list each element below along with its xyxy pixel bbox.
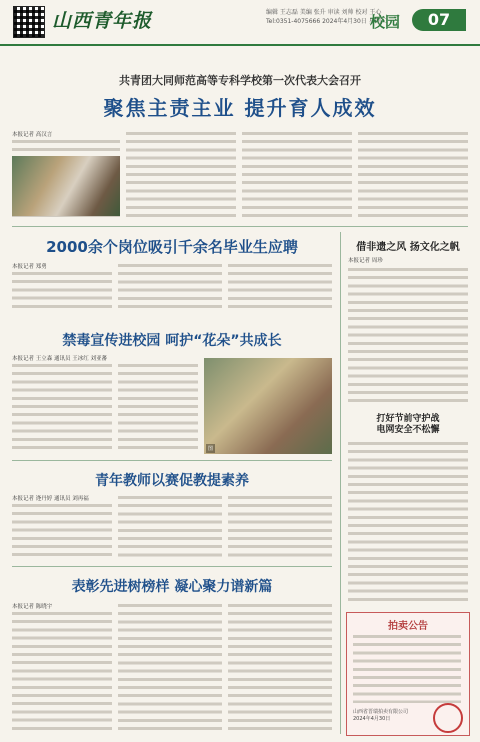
article4-text-col1 (12, 502, 112, 558)
sidebar2-text (348, 440, 468, 604)
article5-text-col3 (228, 602, 332, 734)
column-divider (340, 232, 341, 734)
newspaper-logo: 山西青年报 (52, 10, 153, 32)
lead-text-col2 (126, 130, 236, 222)
auction-notice (346, 612, 470, 736)
article3-photo (204, 358, 332, 454)
sidebar1-text (348, 266, 468, 406)
article4-byline: 本报记者 逄丹婷 通讯员 刘再福 (12, 496, 89, 502)
article3-text-col1 (12, 362, 112, 454)
article4-text-col2 (118, 494, 222, 558)
masthead (0, 0, 480, 46)
divider (12, 226, 468, 227)
section-title: 校园 (370, 13, 401, 31)
sidebar1-byline: 本报记者 周珍 (348, 258, 383, 264)
article5-byline: 本报记者 陈晓宇 (12, 604, 53, 610)
article5-text-col1 (12, 610, 112, 734)
notice-text (353, 633, 461, 703)
sidebar1-headline: 借非遗之风 扬文化之帆 (356, 242, 460, 253)
article2-text-col3 (228, 262, 332, 310)
article4-headline: 青年教师以赛促教提素养 (95, 473, 249, 489)
article5-headline: 表彰先进树榜样 凝心聚力谱新篇 (71, 579, 273, 595)
page-number: 07 (412, 9, 466, 31)
article5-text-col2 (118, 602, 222, 734)
sidebar2-headline: 打好节前守护战 电网安全不松懈 (376, 414, 440, 435)
article3-text-col2 (118, 362, 198, 454)
article3-headline: 禁毒宣传进校园 呵护“花朵”共成长 (62, 333, 282, 349)
editor-credits: 编辑 王志磊 美编 张升 审读 刘帅 校对 王心 (266, 9, 382, 16)
lead-kicker: 共青团大同师范高等专科学校第一次代表大会召开 (119, 74, 361, 87)
date-line: Tel:0351-4075666 2024年4月30日 星期二 (266, 18, 387, 25)
lead-text-col3 (242, 130, 352, 222)
edition-meta (266, 8, 387, 26)
lead-photo (12, 156, 120, 216)
lead-byline: 本报记者 高汉言 (12, 132, 53, 138)
notice-title: 拍卖公告 (388, 621, 428, 632)
article2-headline: 2000余个岗位吸引千余名毕业生应聘 (46, 238, 298, 256)
article2-byline: 本报记者 郑勇 (12, 264, 47, 270)
lead-headline: 聚焦主责主业 提升育人成效 (103, 96, 377, 120)
qr-code-icon (13, 6, 45, 38)
article4-text-col3 (228, 494, 332, 558)
lead-text-col4 (358, 130, 468, 222)
article3-photo-caption: 图 (208, 446, 214, 452)
article2-text-col2 (118, 262, 222, 310)
article3-byline: 本报记者 王立森 通讯员 王冰红 刘亚蕃 (12, 356, 107, 362)
divider (12, 460, 332, 461)
company-seal (433, 703, 463, 733)
notice-footer: 山西省晋瑞拍卖有限公司 2024年4月30日 (353, 709, 409, 722)
article2-text-col1 (12, 270, 112, 310)
divider (12, 566, 332, 567)
